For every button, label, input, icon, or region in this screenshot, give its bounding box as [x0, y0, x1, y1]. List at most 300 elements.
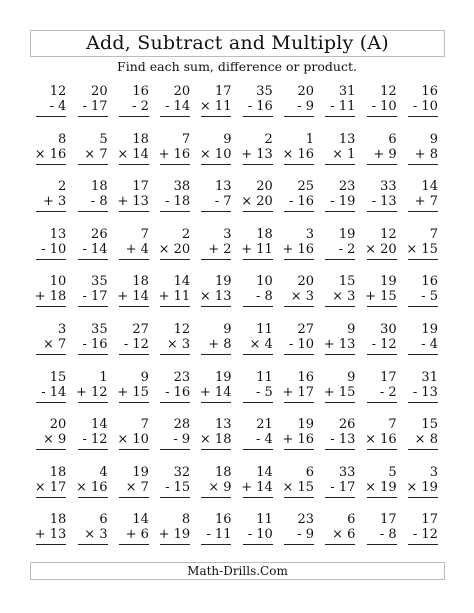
answer-line [284, 306, 314, 307]
problem-item [278, 132, 319, 180]
problem-operator-number: + 15 [365, 289, 397, 305]
problem-top-number: 9 [140, 369, 149, 385]
problem-top-number: 20 [297, 274, 315, 290]
problem-top-number: 14 [256, 464, 273, 480]
problem-operator-number: × 3 [166, 336, 191, 352]
answer-line [367, 116, 397, 117]
problem-item [113, 417, 154, 465]
problem-operator-number: - 10 [289, 336, 315, 352]
problem-top-number: 16 [421, 84, 438, 99]
problem-item [319, 132, 360, 180]
problem-operator-number: - 13 [371, 194, 397, 210]
problem-operator-number: - 9 [297, 527, 315, 543]
problem-top-number: 3 [305, 226, 315, 242]
problem-operator-number: × 3 [332, 289, 356, 305]
problem-item [30, 322, 71, 370]
problem-item [360, 370, 401, 418]
problem-item [154, 274, 195, 322]
problem-top-number: 17 [421, 512, 438, 528]
problem-top-number: 14 [91, 417, 108, 433]
problem-operator-number: - 10 [247, 527, 273, 543]
problem-operator-number: + 8 [414, 146, 438, 162]
answer-line [325, 402, 355, 403]
problem-top-number: 35 [91, 274, 108, 290]
problem-item [154, 322, 195, 370]
answer-line [243, 116, 273, 117]
answer-line [284, 449, 314, 450]
problem-operator-number: × 15 [406, 241, 438, 257]
problem-top-number: 20 [297, 84, 315, 99]
problem-top-number: 5 [388, 464, 397, 480]
problem-top-number: 23 [173, 369, 191, 385]
problem-item [113, 370, 154, 418]
answer-line [367, 259, 397, 260]
problem-top-number: 3 [58, 321, 67, 337]
problem-top-number: 28 [173, 417, 191, 433]
problem-top-number: 21 [256, 417, 273, 433]
answer-line [78, 354, 108, 355]
answer-line [119, 259, 149, 260]
problem-operator-number: - 2 [132, 99, 149, 114]
problem-top-number: 7 [181, 131, 191, 147]
answer-line [408, 402, 438, 403]
problem-top-number: 27 [132, 321, 149, 337]
problem-top-number: 11 [256, 512, 273, 528]
answer-line [325, 259, 355, 260]
answer-line [243, 497, 273, 498]
problem-operator-number: × 7 [84, 146, 108, 162]
problem-top-number: 13 [214, 179, 232, 195]
problem-top-number: 16 [297, 369, 315, 385]
problem-operator-number: - 12 [412, 527, 438, 543]
problem-top-number: 15 [49, 369, 67, 385]
problem-operator-number: × 19 [406, 479, 438, 495]
problem-top-number: 6 [388, 131, 397, 147]
answer-line [325, 116, 355, 117]
problem-item [402, 417, 443, 465]
answer-line [160, 497, 190, 498]
answer-line [160, 211, 190, 212]
problem-top-number: 6 [99, 512, 108, 528]
answer-line [160, 354, 190, 355]
answer-line [78, 211, 108, 212]
problem-operator-number: × 7 [125, 479, 149, 495]
problem-operator-number: + 18 [34, 289, 67, 305]
problem-top-number: 32 [173, 464, 191, 480]
problem-item [30, 179, 71, 227]
problem-operator-number: - 4 [421, 336, 438, 352]
answer-line [119, 164, 149, 165]
answer-line [36, 116, 66, 117]
answer-line [119, 402, 149, 403]
problem-item [402, 179, 443, 227]
problem-operator-number: - 17 [82, 99, 108, 114]
problem-operator-number: × 3 [290, 289, 315, 305]
answer-line [408, 116, 438, 117]
problem-operator-number: × 16 [34, 146, 67, 162]
problem-top-number: 31 [338, 84, 356, 99]
problem-operator-number: + 12 [76, 384, 108, 400]
answer-line [201, 449, 231, 450]
problem-top-number: 11 [256, 369, 273, 385]
problem-top-number: 14 [421, 179, 438, 195]
problem-top-number: 8 [181, 512, 191, 528]
problem-top-number: 8 [58, 131, 67, 147]
problem-item [319, 322, 360, 370]
problem-top-number: 26 [338, 417, 356, 433]
problem-operator-number: - 17 [82, 289, 108, 305]
problem-item [71, 322, 112, 370]
problem-item [360, 512, 401, 560]
problem-item [154, 227, 195, 275]
problem-operator-number: + 4 [125, 241, 149, 257]
problem-top-number: 14 [132, 512, 149, 528]
problem-item [236, 227, 277, 275]
answer-line [408, 497, 438, 498]
problem-operator-number: + 15 [117, 384, 149, 400]
problem-item [278, 512, 319, 560]
answer-line [36, 211, 66, 212]
problem-top-number: 20 [91, 84, 108, 99]
problem-operator-number: + 15 [323, 384, 356, 400]
problem-top-number: 19 [338, 226, 356, 242]
answer-line [78, 449, 108, 450]
answer-line [201, 497, 231, 498]
problem-operator-number: + 13 [34, 527, 67, 543]
problem-top-number: 33 [380, 179, 397, 195]
problem-grid [30, 84, 443, 560]
problem-operator-number: - 8 [255, 289, 273, 305]
answer-line [201, 164, 231, 165]
problem-top-number: 19 [132, 464, 149, 480]
problem-item [360, 274, 401, 322]
problem-operator-number: + 13 [323, 336, 356, 352]
problem-operator-number: - 12 [123, 336, 149, 352]
problem-top-number: 26 [91, 226, 108, 242]
problem-operator-number: × 4 [249, 336, 273, 352]
answer-line [243, 211, 273, 212]
problem-top-number: 5 [99, 131, 108, 147]
answer-line [367, 449, 397, 450]
problem-item [30, 465, 71, 513]
problem-operator-number: - 4 [255, 432, 273, 448]
problem-item [319, 274, 360, 322]
problem-operator-number: + 7 [414, 194, 438, 210]
problem-top-number: 9 [429, 131, 438, 147]
problem-top-number: 11 [256, 321, 273, 337]
problem-top-number: 16 [132, 84, 149, 99]
problem-operator-number: × 9 [43, 432, 67, 448]
answer-line [201, 116, 231, 117]
answer-line [119, 544, 149, 545]
problem-item [30, 274, 71, 322]
problem-operator-number: × 18 [199, 432, 232, 448]
problem-operator-number: + 14 [199, 384, 232, 400]
problem-top-number: 7 [140, 417, 149, 433]
problem-item [278, 227, 319, 275]
problem-top-number: 13 [49, 226, 67, 242]
answer-line [284, 211, 314, 212]
problem-operator-number: + 13 [117, 194, 149, 210]
answer-line [408, 306, 438, 307]
problem-top-number: 19 [380, 274, 397, 290]
answer-line [160, 449, 190, 450]
problem-item [30, 227, 71, 275]
problem-top-number: 35 [256, 84, 273, 99]
problem-top-number: 15 [338, 274, 356, 290]
problem-operator-number: - 17 [330, 479, 356, 495]
problem-item [319, 370, 360, 418]
problem-item [195, 84, 236, 132]
problem-top-number: 1 [99, 369, 108, 385]
problem-operator-number: × 17 [34, 479, 67, 495]
problem-item [154, 417, 195, 465]
problem-top-number: 2 [58, 179, 67, 195]
problem-operator-number: - 2 [379, 384, 397, 400]
problem-item [154, 465, 195, 513]
problem-item [360, 179, 401, 227]
answer-line [119, 116, 149, 117]
problem-operator-number: × 20 [365, 241, 397, 257]
problem-operator-number: × 15 [282, 479, 315, 495]
answer-line [284, 497, 314, 498]
answer-line [325, 211, 355, 212]
problem-operator-number: × 16 [282, 146, 315, 162]
answer-line [367, 211, 397, 212]
problem-top-number: 9 [223, 321, 232, 337]
problem-operator-number: × 16 [365, 432, 397, 448]
answer-line [201, 544, 231, 545]
problem-item [402, 370, 443, 418]
problem-item [236, 417, 277, 465]
problem-item [30, 417, 71, 465]
answer-line [408, 354, 438, 355]
problem-top-number: 19 [214, 369, 232, 385]
answer-line [36, 402, 66, 403]
problem-operator-number: - 16 [289, 194, 315, 210]
problem-operator-number: - 14 [165, 99, 191, 114]
problem-operator-number: + 11 [158, 289, 191, 305]
problem-operator-number: - 8 [379, 527, 397, 543]
problem-item [113, 465, 154, 513]
answer-line [78, 306, 108, 307]
problem-item [154, 370, 195, 418]
answer-line [36, 449, 66, 450]
problem-top-number: 17 [380, 369, 397, 385]
problem-item [319, 465, 360, 513]
footer-site-name: Math-Drills.Com [30, 562, 445, 580]
problem-item [360, 322, 401, 370]
problem-item [113, 227, 154, 275]
answer-line [36, 497, 66, 498]
problem-top-number: 17 [214, 84, 232, 99]
problem-top-number: 38 [173, 179, 191, 195]
answer-line [408, 544, 438, 545]
problem-item [402, 512, 443, 560]
problem-operator-number: × 11 [199, 99, 232, 114]
problem-operator-number: × 20 [241, 194, 273, 210]
problem-top-number: 3 [429, 464, 438, 480]
answer-line [367, 497, 397, 498]
answer-line [201, 259, 231, 260]
problem-top-number: 1 [305, 131, 315, 147]
problem-top-number: 6 [347, 512, 356, 528]
problem-operator-number: - 9 [173, 432, 191, 448]
problem-item [154, 179, 195, 227]
problem-operator-number: - 5 [421, 289, 438, 305]
problem-top-number: 18 [49, 464, 67, 480]
problem-item [360, 465, 401, 513]
problem-item [113, 322, 154, 370]
problem-item [278, 322, 319, 370]
problem-item [30, 512, 71, 560]
answer-line [367, 164, 397, 165]
answer-line [78, 259, 108, 260]
instructions: Find each sum, difference or product. [117, 59, 357, 74]
problem-item [236, 322, 277, 370]
problem-item [195, 179, 236, 227]
answer-line [160, 544, 190, 545]
problem-operator-number: + 2 [208, 241, 232, 257]
problem-top-number: 18 [256, 226, 273, 242]
problem-operator-number: - 10 [41, 241, 67, 257]
problem-item [195, 132, 236, 180]
answer-line [201, 402, 231, 403]
problem-top-number: 4 [99, 464, 108, 480]
problem-item [360, 227, 401, 275]
answer-line [243, 544, 273, 545]
problem-top-number: 7 [388, 417, 397, 433]
problem-operator-number: × 9 [208, 479, 232, 495]
problem-item [402, 465, 443, 513]
problem-top-number: 18 [132, 131, 149, 147]
answer-line [284, 164, 314, 165]
problem-item [402, 227, 443, 275]
answer-line [119, 497, 149, 498]
problem-top-number: 18 [91, 179, 108, 195]
answer-line [78, 402, 108, 403]
problem-top-number: 3 [223, 226, 232, 242]
answer-line [367, 354, 397, 355]
problem-operator-number: - 16 [82, 336, 108, 352]
problem-top-number: 17 [380, 512, 397, 528]
problem-item [236, 132, 277, 180]
answer-line [325, 164, 355, 165]
problem-operator-number: × 6 [332, 527, 356, 543]
problem-operator-number: + 8 [208, 336, 232, 352]
problem-item [195, 512, 236, 560]
problem-item [71, 84, 112, 132]
problem-top-number: 20 [256, 179, 273, 195]
answer-line [284, 116, 314, 117]
problem-top-number: 19 [421, 321, 438, 337]
answer-line [408, 164, 438, 165]
problem-top-number: 20 [49, 417, 67, 433]
problem-operator-number: × 10 [199, 146, 232, 162]
problem-item [236, 370, 277, 418]
problem-operator-number: - 8 [90, 194, 108, 210]
problem-item [278, 84, 319, 132]
problem-operator-number: × 1 [332, 146, 356, 162]
problem-top-number: 12 [380, 84, 397, 99]
problem-operator-number: × 7 [43, 336, 67, 352]
problem-top-number: 31 [421, 369, 438, 385]
problem-operator-number: - 10 [371, 99, 397, 114]
problem-top-number: 20 [173, 84, 191, 99]
answer-line [284, 402, 314, 403]
answer-line [408, 211, 438, 212]
problem-item [113, 132, 154, 180]
problem-item [278, 370, 319, 418]
problem-operator-number: - 4 [49, 99, 67, 114]
problem-top-number: 33 [338, 464, 356, 480]
problem-operator-number: × 19 [365, 479, 397, 495]
answer-line [325, 449, 355, 450]
problem-item [30, 84, 71, 132]
problem-operator-number: - 5 [255, 384, 273, 400]
problem-item [30, 370, 71, 418]
problem-top-number: 9 [223, 131, 232, 147]
problem-item [402, 132, 443, 180]
problem-operator-number: + 16 [282, 432, 315, 448]
problem-operator-number: × 3 [84, 527, 108, 543]
answer-line [78, 544, 108, 545]
problem-operator-number: - 12 [82, 432, 108, 448]
answer-line [160, 164, 190, 165]
problem-operator-number: + 17 [282, 384, 315, 400]
problem-item [278, 274, 319, 322]
answer-line [160, 116, 190, 117]
problem-item [402, 322, 443, 370]
problem-item [113, 179, 154, 227]
problem-item [402, 84, 443, 132]
problem-top-number: 16 [214, 512, 232, 528]
problem-item [319, 179, 360, 227]
problem-operator-number: + 16 [158, 146, 191, 162]
problem-operator-number: + 19 [158, 527, 191, 543]
problem-item [319, 227, 360, 275]
answer-line [408, 259, 438, 260]
problem-operator-number: - 7 [214, 194, 232, 210]
problem-top-number: 9 [347, 369, 356, 385]
answer-line [325, 544, 355, 545]
problem-operator-number: + 16 [282, 241, 315, 257]
answer-line [78, 497, 108, 498]
problem-item [71, 417, 112, 465]
answer-line [201, 211, 231, 212]
problem-operator-number: + 3 [43, 194, 67, 210]
problem-item [278, 465, 319, 513]
answer-line [201, 306, 231, 307]
problem-operator-number: - 2 [338, 241, 356, 257]
problem-operator-number: × 20 [158, 241, 191, 257]
problem-top-number: 19 [214, 274, 232, 290]
problem-item [360, 84, 401, 132]
problem-item [113, 84, 154, 132]
problem-item [71, 512, 112, 560]
answer-line [284, 544, 314, 545]
problem-item [195, 274, 236, 322]
problem-item [195, 322, 236, 370]
problem-item [319, 417, 360, 465]
problem-operator-number: - 16 [247, 99, 273, 114]
answer-line [78, 116, 108, 117]
answer-line [119, 354, 149, 355]
problem-top-number: 7 [140, 226, 149, 242]
problem-operator-number: × 16 [76, 479, 108, 495]
problem-operator-number: - 11 [330, 99, 356, 114]
problem-operator-number: - 13 [330, 432, 356, 448]
